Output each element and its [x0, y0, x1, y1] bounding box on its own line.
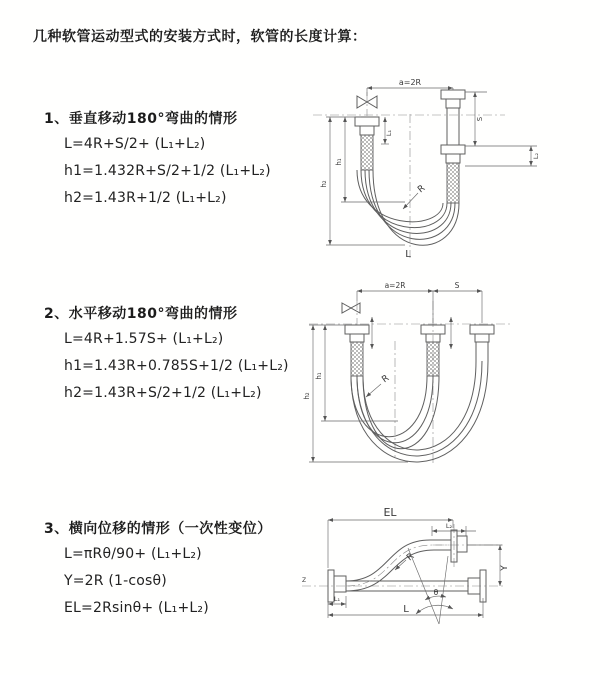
section-2-formula-h1: h1=1.43R+0.785S+1/2 (L₁+L₂): [64, 358, 289, 374]
section-1-heading: 1、垂直移动180°弯曲的情形: [44, 111, 238, 127]
dimension-y: [467, 545, 510, 586]
a2r-label: a=2R: [398, 78, 422, 87]
left-pipe: [355, 117, 379, 170]
right-pipe: [441, 90, 465, 203]
radius-callout: [366, 373, 391, 397]
diagram-lateral-displacement: [298, 498, 588, 653]
centerlines: [302, 524, 504, 586]
hose-u-bend-position-2: [351, 361, 488, 462]
l1-label: L₁: [385, 129, 393, 137]
dimension-el: [328, 506, 453, 568]
section-3-formula-L: L=πRθ/90+ (L₁+L₂): [64, 546, 202, 562]
moving-pipe-position-2: [470, 325, 494, 361]
l1-label: L₁: [333, 595, 341, 603]
section-3-heading: 3、横向位移的情形（一次性变位）: [44, 521, 272, 537]
l2-label: L₂: [445, 522, 453, 530]
fixed-pipe: [345, 317, 372, 376]
s-label: S: [454, 281, 460, 290]
h2-label: h₂: [303, 392, 311, 400]
h2-label: h₂: [320, 180, 328, 188]
section-1-formula-L: L=4R+S/2+ (L₁+L₂): [64, 136, 206, 152]
y-label: Y: [500, 565, 510, 571]
diagram-horizontal-180-bend: [303, 281, 568, 466]
h1-label: h₁: [335, 158, 343, 166]
r-label: R: [380, 373, 392, 386]
axis-mark: Z: [302, 577, 307, 584]
displaced-hose-s-curve: [346, 540, 451, 591]
section-3-formula-EL: EL=2Rsinθ+ (L₁+L₂): [64, 600, 209, 616]
l-label: L: [403, 604, 409, 615]
dimension-s: [433, 281, 482, 291]
displaced-flange: [451, 530, 467, 562]
length-l-label: L: [405, 249, 411, 260]
section-1-formula-h2: h2=1.43R+1/2 (L₁+L₂): [64, 190, 227, 206]
page-title: 几种软管运动型式的安装方式时，软管的长度计算：: [33, 29, 367, 45]
r-label: R: [405, 551, 417, 564]
radius-callout: [403, 184, 427, 209]
h1-label: h₁: [315, 372, 323, 380]
el-label: EL: [383, 506, 397, 519]
dimension-l: [328, 598, 483, 618]
a2r-label: a=2R: [384, 281, 406, 290]
section-2-heading: 2、水平移动180°弯曲的情形: [44, 306, 238, 322]
l2-label: L₂: [532, 152, 540, 160]
theta-label: θ: [433, 588, 439, 597]
hose-u-bend: [357, 170, 459, 245]
dimension-a2r: [367, 78, 453, 96]
section-3-formula-Y: Y=2R (1-cosθ): [64, 573, 167, 589]
dimension-s: [465, 92, 537, 166]
section-2-formula-h2: h2=1.43R+S/2+1/2 (L₁+L₂): [64, 385, 262, 401]
dimension-l1: [381, 117, 393, 144]
s-label: S: [476, 116, 484, 122]
r-label: R: [416, 183, 428, 196]
moving-pipe-position-1: [421, 317, 451, 376]
diagram-vertical-180-bend: [305, 72, 555, 262]
dimension-a2r: [357, 281, 482, 323]
dimension-l2: [531, 146, 540, 166]
section-1-formula-h1: h1=1.432R+S/2+1/2 (L₁+L₂): [64, 163, 271, 179]
section-2-formula-L: L=4R+1.57S+ (L₁+L₂): [64, 331, 224, 347]
